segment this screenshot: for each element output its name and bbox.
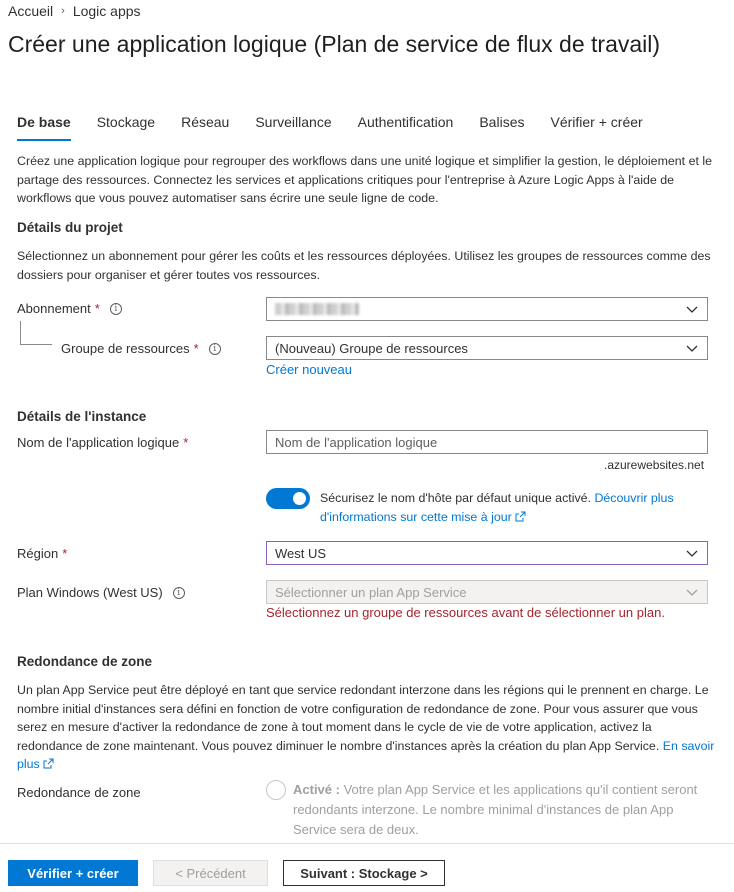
previous-button[interactable]: < Précédent [153,860,268,886]
page-title: Créer une application logique (Plan de service de flux de travail) [8,31,661,57]
intro-description: Créez une application logique pour regrouper des workflows dans une unité logique et simplifier la gestion, le déploiement et le partage des ressources. Connectez les services et applications critiques pour l'entreprise à Azure Logic Apps à l'aide de workflows que vous pouvez automatiser sans écrire une seule ligne de code. [17,154,712,206]
tab-storage[interactable]: Stockage [96,114,156,130]
logic-app-name-label [17,435,188,450]
required-mark: * [183,435,189,450]
zone-learn-more-link[interactable]: En savoir plus [17,738,715,772]
footer-divider [0,843,734,844]
tab-review-create[interactable]: Vérifier + créer [550,114,643,130]
windows-plan-label [17,585,185,600]
tab-bar [17,114,669,141]
zone-redundancy-heading: Redondance de zone [17,654,153,669]
project-details-description: Sélectionnez un abonnement pour gérer les coûts et les ressources déployées. Utilisez les groupes de ressources comme des dossiers pour organiser et gérer toutes vos ressources. [17,249,711,282]
info-icon[interactable]: i [173,587,185,599]
resource-group-value: (Nouveau) Groupe de ressources [275,340,468,356]
chevron-down-icon [685,546,699,560]
tab-networking[interactable]: Réseau [181,114,230,130]
next-storage-button[interactable]: Suivant : Stockage > [283,860,445,886]
external-link-icon [43,758,54,769]
toggle-knob [293,492,306,505]
region-label-text: Région [17,546,59,561]
logic-app-name-placeholder: Nom de l'application logique [275,434,438,450]
resource-group-label-text: Groupe de ressources [61,341,190,356]
tab-monitoring[interactable]: Surveillance [255,114,332,130]
zone-redundancy-description [17,681,717,774]
chevron-down-icon [685,585,699,599]
zone-option-title: Activé : [293,782,340,797]
zone-redundancy-label: Redondance de zone [17,785,141,800]
chevron-down-icon [685,302,699,316]
region-dropdown[interactable] [266,541,708,565]
subscription-value-redacted [275,303,359,315]
chevron-down-icon [685,341,699,355]
region-label [17,546,67,561]
windows-plan-placeholder: Sélectionner un plan App Service [275,584,467,600]
instance-details-heading: Détails de l'instance [17,409,147,424]
external-link-icon [515,511,526,522]
logic-app-name-input[interactable] [266,430,708,454]
breadcrumb-logic-apps-link[interactable]: Logic apps [72,3,141,19]
unique-hostname-description [320,489,710,526]
zone-redundancy-option-text [293,780,713,840]
required-mark: * [62,546,68,561]
project-details-heading: Détails du projet [17,220,123,235]
logic-app-name-label-text: Nom de l'application logique [17,435,180,450]
required-mark: * [94,301,100,316]
region-value: West US [275,545,327,561]
tab-authentication[interactable]: Authentification [357,114,454,130]
tab-basics[interactable]: De base [17,114,71,141]
plan-error-message: Sélectionnez un groupe de ressources avant de sélectionner un plan. [266,605,665,620]
zone-redundancy-enabled-radio[interactable] [266,780,286,800]
info-icon[interactable]: i [110,303,122,315]
breadcrumb-home-link[interactable]: Accueil [8,3,54,19]
windows-plan-label-text: Plan Windows (West US) [17,585,163,600]
resource-group-label [61,341,221,356]
breadcrumb [8,3,141,19]
tree-connector-line [20,321,52,345]
tab-tags[interactable]: Balises [479,114,525,130]
create-new-link[interactable]: Créer nouveau [266,362,352,377]
subscription-label-text: Abonnement [17,301,91,316]
resource-group-dropdown[interactable] [266,336,708,360]
unique-hostname-text: Sécurisez le nom d'hôte par défaut unique activé. [320,491,591,505]
info-icon[interactable]: i [209,343,221,355]
chevron-right-icon: › [61,5,65,17]
subscription-dropdown[interactable] [266,297,708,321]
windows-plan-dropdown[interactable] [266,580,708,604]
required-mark: * [193,341,199,356]
domain-suffix: .azurewebsites.net [604,458,705,472]
zone-option-description: Votre plan App Service et les applications qu'il contient seront redondants interzone. Le nombre minimal d'instances de plan App Service sera de deux. [293,782,698,837]
review-create-button[interactable]: Vérifier + créer [8,860,138,886]
hostname-learn-more-link[interactable]: Découvrir plus d'informations sur cette mise à jour [320,491,674,524]
subscription-label [17,301,122,316]
zone-redundancy-text: Un plan App Service peut être déployé en tant que service redondant interzone dans les régions qui le prennent en charge. Le nombre initial d'instances sera défini en fonction de votre configuration de redondance de zone. Pour vous assurer que vous serez en mesure d'activer la redondance de zone à tout moment dans le cycle de vie de votre application, activez la redondance de zone maintenant. Vous pouvez diminuer le nombre d'instances après la création du plan App Service. [17,683,709,753]
unique-hostname-toggle[interactable] [266,488,310,509]
